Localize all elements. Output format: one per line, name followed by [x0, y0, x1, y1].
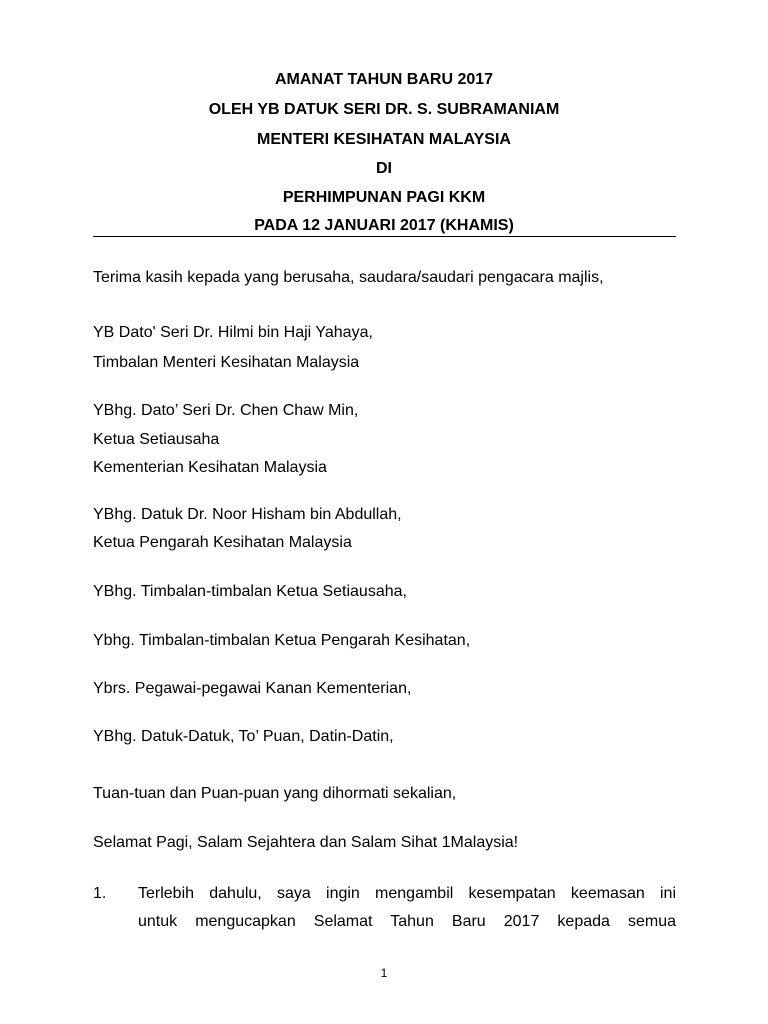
heading-title: AMANAT TAHUN BARU 2017	[274, 71, 494, 88]
senior-officers-salutation: Ybrs. Pegawai-pegawai Kanan Kementerian,	[93, 680, 412, 697]
paragraph-1	[138, 880, 676, 936]
greeting-line: Selamat Pagi, Salam Sejahtera dan Salam Sihat 1Malaysia!	[93, 834, 519, 851]
dignitaries-salutation: YBhg. Datuk-Datuk, To’ Puan, Datin-Datin,	[93, 728, 394, 745]
page-number: 1	[380, 966, 388, 980]
heading-position: MENTERI KESIHATAN MALAYSIA	[257, 131, 511, 148]
heading-speaker: OLEH YB DATUK SERI DR. S. SUBRAMANIAM	[208, 101, 560, 118]
opening-salutation: Terima kasih kepada yang berusaha, saudara/saudari pengacara majlis,	[93, 269, 604, 286]
paragraph-1-line-2: untuk mengucapkan Selamat Tahun Baru 2017 kepada semua	[138, 913, 676, 930]
deputy-minister-name: YB Dato' Seri Dr. Hilmi bin Haji Yahaya,	[93, 324, 373, 341]
heading-date: PADA 12 JANUARI 2017 (KHAMIS)	[254, 217, 514, 234]
paragraph-number: 1.	[93, 885, 107, 902]
heading-event: PERHIMPUNAN PAGI KKM	[282, 189, 486, 206]
deputy-secretaries-salutation: YBhg. Timbalan-timbalan Ketua Setiausaha,	[93, 583, 407, 600]
director-general-title: Ketua Pengarah Kesihatan Malaysia	[93, 534, 352, 551]
paragraph-1-line-1: Terlebih dahulu, saya ingin mengambil kesempatan keemasan ini	[138, 885, 676, 902]
secretary-general-name: YBhg. Dato’ Seri Dr. Chen Chaw Min,	[93, 402, 359, 419]
deputy-directors-salutation: Ybhg. Timbalan-timbalan Ketua Pengarah Kesihatan,	[93, 632, 471, 649]
header-divider	[93, 236, 676, 237]
audience-salutation: Tuan-tuan dan Puan-puan yang dihormati sekalian,	[93, 785, 457, 802]
secretary-general-title: Ketua Setiausaha	[93, 431, 220, 448]
director-general-name: YBhg. Datuk Dr. Noor Hisham bin Abdullah,	[93, 506, 402, 523]
heading-at: DI	[376, 160, 392, 177]
deputy-minister-title: Timbalan Menteri Kesihatan Malaysia	[93, 354, 360, 371]
secretary-general-ministry: Kementerian Kesihatan Malaysia	[93, 459, 327, 476]
